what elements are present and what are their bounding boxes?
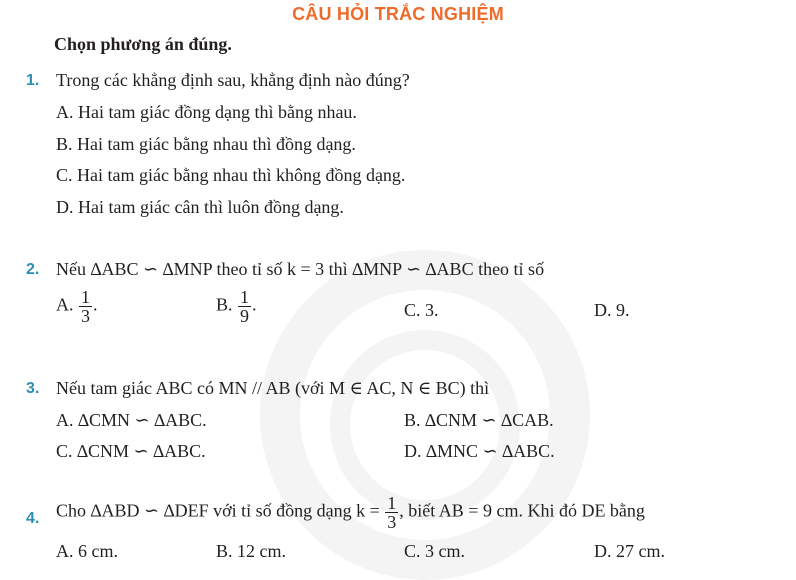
question-4-stem-before: Cho ∆ABD ∽ ∆DEF với tỉ số đồng dạng k = bbox=[56, 500, 380, 521]
question-1-stem: Trong các khẳng định sau, khẳng định nào đúng? bbox=[56, 70, 410, 90]
question-2-option-a-denominator: 3 bbox=[81, 306, 90, 326]
question-4-option-b[interactable]: B. 12 cm. bbox=[216, 541, 286, 561]
question-3-option-a[interactable]: A. ∆CMN ∽ ∆ABC. bbox=[56, 410, 207, 430]
question-1-option-b[interactable]: B. Hai tam giác bằng nhau thì đồng dạng. bbox=[56, 134, 356, 154]
question-2-option-b-fraction bbox=[238, 288, 251, 325]
section-title: CÂU HỎI TRẮC NGHIỆM bbox=[292, 4, 504, 24]
question-2-option-b-numerator: 1 bbox=[240, 287, 250, 307]
question-2-option-a[interactable] bbox=[56, 288, 98, 325]
question-2-option-b-denominator: 9 bbox=[240, 306, 250, 326]
question-1-number: 1. bbox=[26, 72, 40, 89]
question-2-option-d[interactable]: D. 9. bbox=[594, 300, 630, 320]
question-2-option-c[interactable]: C. 3. bbox=[404, 300, 439, 320]
question-3-option-b[interactable]: B. ∆CNM ∽ ∆CAB. bbox=[404, 410, 554, 430]
question-2-option-a-label: A. bbox=[56, 294, 74, 315]
question-4-stem-denominator: 3 bbox=[387, 512, 397, 532]
question-1-option-a[interactable]: A. Hai tam giác đồng dạng thì bằng nhau. bbox=[56, 102, 357, 122]
question-4-number: 4. bbox=[26, 510, 40, 527]
question-3-stem: Nếu tam giác ABC có MN // AB (với M ∈ AC, N ∈ BC) thì bbox=[56, 378, 490, 398]
question-4-stem-after: , biết AB = 9 cm. Khi đó DE bằng bbox=[399, 500, 645, 521]
question-4-option-d[interactable]: D. 27 cm. bbox=[594, 541, 665, 561]
question-2-option-b[interactable] bbox=[216, 288, 257, 325]
question-4-stem bbox=[56, 494, 645, 531]
question-1-option-c[interactable]: C. Hai tam giác bằng nhau thì không đồng dạng. bbox=[56, 165, 406, 185]
question-3-option-d[interactable]: D. ∆MNC ∽ ∆ABC. bbox=[404, 441, 555, 461]
question-1-option-d[interactable]: D. Hai tam giác cân thì luôn đồng dạng. bbox=[56, 197, 344, 217]
question-2-option-a-suffix: . bbox=[93, 294, 98, 315]
question-2-option-a-numerator: 1 bbox=[81, 287, 90, 307]
question-2-option-a-fraction bbox=[79, 288, 92, 325]
question-2-option-b-label: B. bbox=[216, 294, 233, 315]
question-4-option-a[interactable]: A. 6 cm. bbox=[56, 541, 118, 561]
question-2-stem: Nếu ∆ABC ∽ ∆MNP theo tỉ số k = 3 thì ∆MNP ∽ ∆ABC theo tỉ số bbox=[56, 259, 545, 279]
question-3-option-c[interactable]: C. ∆CNM ∽ ∆ABC. bbox=[56, 441, 206, 461]
question-2-number: 2. bbox=[26, 261, 40, 278]
instruction-text: Chọn phương án đúng. bbox=[54, 34, 232, 54]
question-4-stem-fraction bbox=[385, 494, 398, 531]
question-3-number: 3. bbox=[26, 380, 40, 397]
question-4-option-c[interactable]: C. 3 cm. bbox=[404, 541, 465, 561]
question-2-option-b-suffix: . bbox=[252, 294, 257, 315]
question-4-stem-numerator: 1 bbox=[387, 493, 397, 513]
